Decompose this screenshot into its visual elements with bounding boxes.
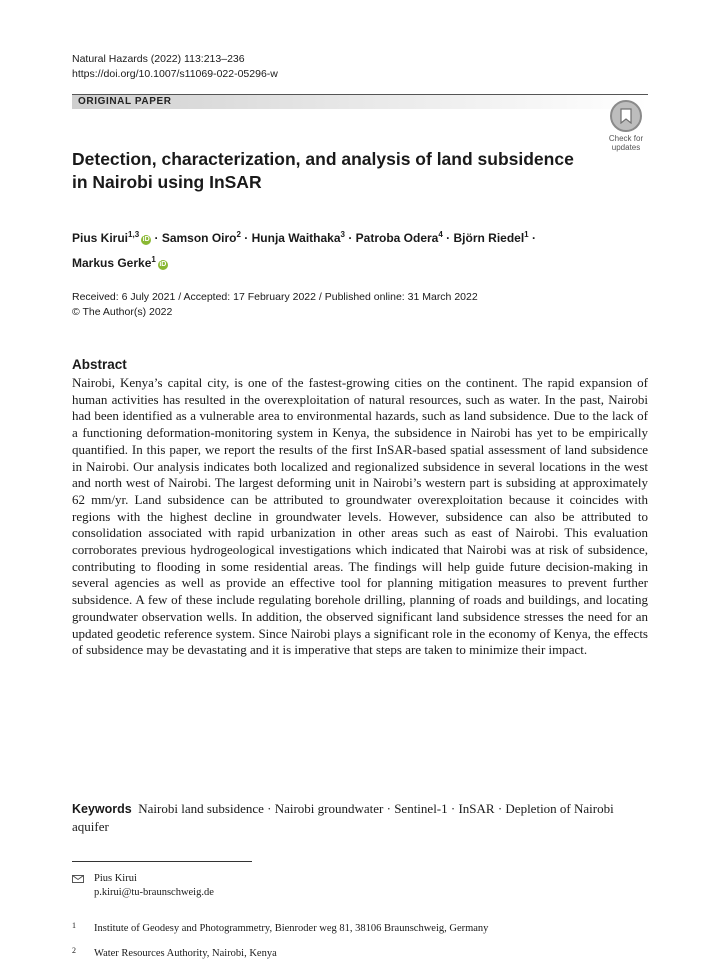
author-affiliation-marker: 4 xyxy=(438,230,443,239)
author-separator: · xyxy=(240,231,252,245)
orcid-icon[interactable]: iD xyxy=(142,236,150,243)
author-affiliation-marker: 1,3 xyxy=(128,230,140,239)
author-separator: · xyxy=(344,231,356,245)
author-affiliation-marker: 3 xyxy=(340,230,345,239)
keywords-label: Keywords xyxy=(72,802,132,816)
author[interactable] xyxy=(453,231,528,245)
affiliation-number: 2 xyxy=(72,946,76,955)
author-name: Hunja Waithaka xyxy=(251,231,341,245)
author-separator: · xyxy=(442,231,454,245)
author-affiliation-marker: 2 xyxy=(236,230,241,239)
article-type-label: ORIGINAL PAPER xyxy=(78,96,172,107)
bookmark-icon xyxy=(610,100,642,132)
journal-header xyxy=(72,52,278,82)
doi-link[interactable]: https://doi.org/10.1007/s11069-022-05296-w xyxy=(72,68,278,80)
footnote-divider xyxy=(72,861,252,862)
publication-info xyxy=(72,290,478,320)
publication-dates: Received: 6 July 2021 / Accepted: 17 February 2022 / Published online: 31 March 2022 xyxy=(72,291,478,303)
keywords-line xyxy=(72,800,648,836)
abstract-text: Nairobi, Kenya’s capital city, is one of the fastest-growing cities on the continent. The rapid expansion of human activities has resulted in the overexploitation of natural resources, such as water. In the past, Nairobi had been identified as a vulnerable area to environmental hazards, such as land subsidence. Due to the lack of a functioning deformation-monitoring system in Kenya, the subsidence in Nairobi has yet to be empirically quantified. In this paper, we report the results of the first InSAR-based spatial assessment of land subsidence in Nairobi. Our analysis indicates both localized and regionalized subsidence in several locations in the west and north west of Nairobi. The largest deforming unit in Nairobi’s western part is subsiding at approximately 62 mm/yr. Land subsidence can be attributed to groundwater overexploitation because it coincides with regions with the highest decline in groundwater levels. However, subsidence can also be attributed to consolidation associated with rapid urbanization in other areas such as east of Nairobi. This evaluation corroborates previous hydrogeological investigations which indicated that Nairobi was at risk of subsidence, contributing to flooding in some residential areas. The findings will help guide future decision-making in several agencies as well as provide an effective tool for planning mitigation measures to prevent further subsidence. A few of these include regulating borehole drilling, planning of roads and buildings, and locating groundwater observation wells. In addition, the observed significant land subsidence stresses the need for an updated geodetic reference system. Since Nairobi plays a significant role in the economy of Kenya, the effects of subsidence may be devastating and it is imperative that steps are taken to minimize their impact. xyxy=(72,375,648,658)
author-name: Samson Oiro xyxy=(161,231,237,245)
author[interactable] xyxy=(162,231,241,245)
author-name: Björn Riedel xyxy=(453,231,525,245)
envelope-icon xyxy=(72,875,84,883)
affiliation-text: Water Resources Authority, Nairobi, Kenya xyxy=(94,948,277,959)
journal-citation: Natural Hazards (2022) 113:213–236 xyxy=(72,53,245,65)
correspondence-block xyxy=(72,872,214,900)
author-affiliation-marker: 1 xyxy=(524,230,529,239)
copyright-line: © The Author(s) 2022 xyxy=(72,306,173,318)
author[interactable] xyxy=(72,231,151,245)
keywords-text: Nairobi land subsidence · Nairobi groundwater · Sentinel-1 · InSAR · Depletion of Nairobi aquifer xyxy=(72,801,614,834)
author-name: Patroba Odera xyxy=(355,231,439,245)
affiliation-2 xyxy=(72,944,277,961)
check-for-updates-label: Check for updates xyxy=(608,134,644,152)
author-affiliation-marker: 1 xyxy=(151,255,156,264)
affiliation-number: 1 xyxy=(72,921,76,930)
author[interactable] xyxy=(356,231,443,245)
author-list xyxy=(72,224,642,274)
affiliation-1 xyxy=(72,919,488,936)
author-separator: · xyxy=(528,231,536,245)
orcid-icon[interactable]: iD xyxy=(159,261,167,268)
corresponding-author-name: Pius Kirui xyxy=(94,873,137,884)
abstract-heading: Abstract xyxy=(72,357,127,372)
author-separator: · xyxy=(151,231,162,245)
author-name: Pius Kirui xyxy=(72,231,129,245)
author[interactable] xyxy=(72,256,168,270)
corresponding-author-email[interactable]: p.kirui@tu-braunschweig.de xyxy=(94,887,214,898)
article-type-bar xyxy=(72,94,648,109)
check-for-updates-badge[interactable] xyxy=(603,100,649,150)
affiliation-text: Institute of Geodesy and Photogrammetry, Bienroder weg 81, 38106 Braunschweig, Germany xyxy=(94,923,489,934)
author-name: Markus Gerke xyxy=(72,256,152,270)
paper-title xyxy=(72,148,612,194)
title-line-1: Detection, characterization, and analysis of land subsidence xyxy=(72,149,574,169)
author[interactable] xyxy=(252,231,345,245)
title-line-2: in Nairobi using InSAR xyxy=(72,172,262,192)
